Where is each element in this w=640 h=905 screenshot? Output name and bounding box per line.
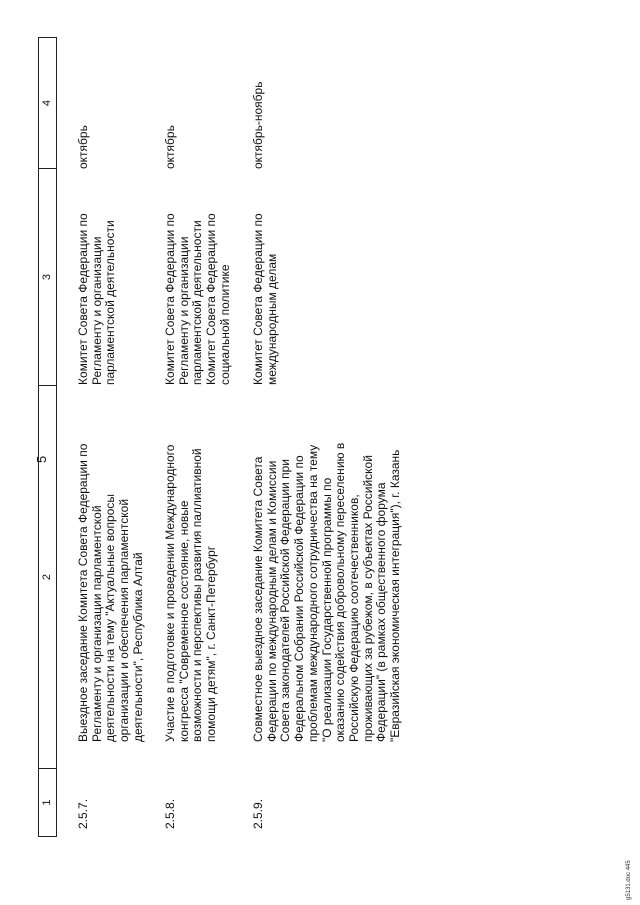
header-col-1: 1 — [39, 768, 56, 836]
event-line: возможности и перспективы развития паллиативной — [190, 448, 205, 742]
event-line: Участие в подготовке и проведении Международного — [163, 444, 177, 742]
header-col-2: 2 — [39, 385, 56, 768]
event-line: проживающих за рубежом, в субъектах Российской — [360, 455, 375, 742]
responsible-line: Комитет Совета Федерации по — [251, 213, 265, 385]
responsible-line: социальной политике — [217, 264, 232, 385]
event-line: деятельности на тему "Актуальные вопросы — [103, 493, 118, 742]
event-date: октябрь-ноябрь — [251, 81, 265, 169]
responsible-line: парламентской деятельности — [103, 220, 118, 385]
event-line: "О реализации Государственной программы по — [319, 477, 334, 742]
event-line: организации и обеспечения парламентской — [117, 498, 132, 742]
event-line: Федерации" (в рамках общественного форума — [374, 482, 389, 742]
responsible-line: парламентской деятельности — [190, 220, 205, 385]
responsible-committee — [252, 195, 279, 385]
event-line: Федеральном Собрании Российской Федерации по — [292, 455, 307, 742]
header-col-4: 4 — [41, 99, 53, 107]
event-line: Российскую Федерацию соотечественников, — [346, 494, 361, 742]
event-description — [77, 412, 146, 742]
event-line: Федерации по международным делам и Комиссии — [264, 460, 279, 742]
header-col-3: 3 — [39, 168, 56, 385]
responsible-line: Комитет Совета Федерации по — [76, 213, 90, 385]
row-number: 2.5.7. — [76, 798, 90, 829]
responsible-committee — [164, 195, 233, 385]
event-date: октябрь — [163, 125, 177, 169]
event-line: деятельности", Республика Алтай — [130, 552, 145, 742]
event-line: конгресса "Современное состояние, новые — [176, 500, 191, 742]
event-line: Совместное выездное заседание Комитета Совета — [251, 456, 265, 742]
event-date: октябрь — [76, 125, 90, 169]
responsible-line: Регламенту и организации — [176, 236, 191, 385]
responsible-line: Комитет Совета Федерации по — [204, 213, 219, 385]
event-line: Совета законодателей Российской Федерации при — [278, 459, 293, 742]
document-code: g5131.doc 445 — [626, 860, 632, 900]
event-line: проблемам международного сотрудничества на тему — [305, 444, 320, 742]
event-description — [252, 412, 403, 742]
event-line: "Евразийская экономическая интеграция"), г. Казань — [388, 449, 403, 742]
event-line: Выездное заседание Комитета Совета Федерации по — [76, 443, 90, 742]
table-header — [38, 37, 57, 837]
event-line: оказанию содействия добровольному переселению в — [333, 442, 348, 742]
event-line: помощи детям", г. Санкт-Петербург — [204, 545, 219, 742]
responsible-line: международным делам — [264, 253, 279, 385]
event-line: Регламенту и организации парламентской — [89, 505, 104, 742]
row-number: 2.5.9. — [251, 798, 265, 829]
page-number: 5 — [34, 455, 49, 463]
responsible-committee — [77, 195, 118, 385]
responsible-line: Комитет Совета Федерации по — [163, 213, 177, 385]
responsible-line: Регламенту и организации — [89, 236, 104, 385]
row-number: 2.5.8. — [163, 798, 177, 829]
event-description — [164, 412, 219, 742]
